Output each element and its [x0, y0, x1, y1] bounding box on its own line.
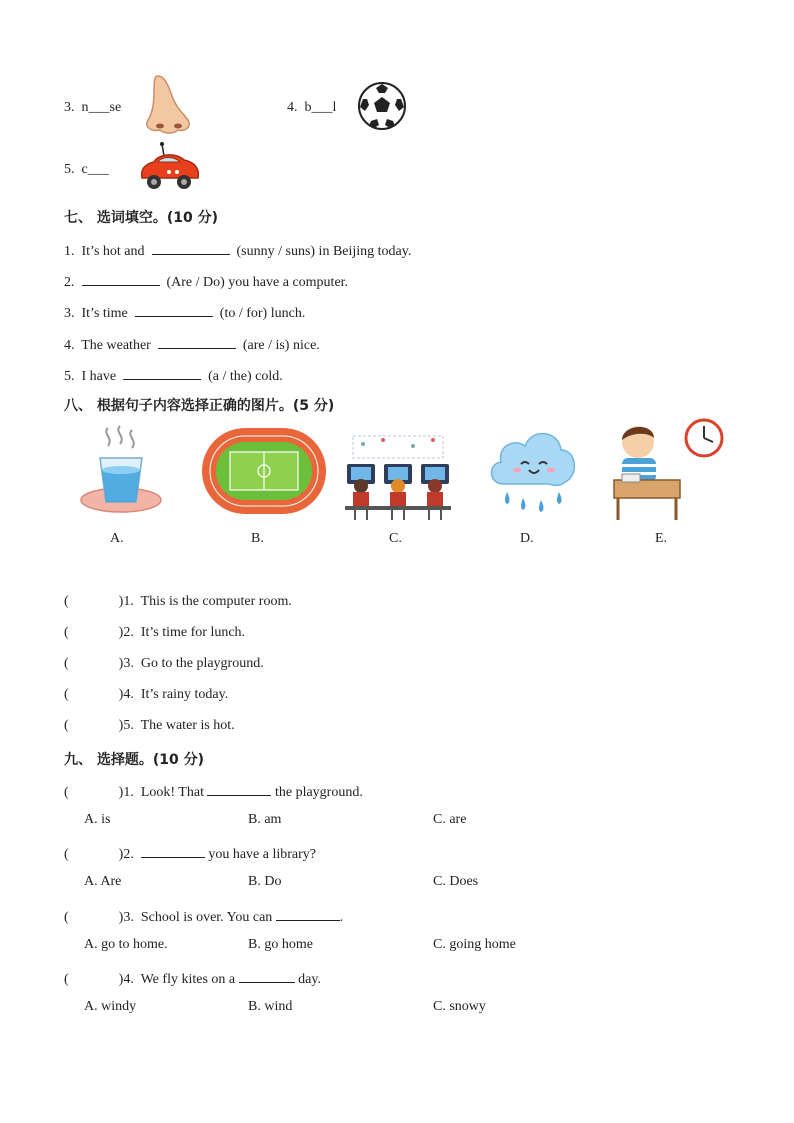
sentence-after: the playground.: [274, 785, 363, 800]
answer-blank[interactable]: [239, 968, 295, 983]
item-number: )3.: [118, 656, 134, 671]
sentence-after: (a / the) cold.: [208, 369, 283, 384]
answer-blank[interactable]: [276, 906, 340, 921]
fill-item-4: [64, 334, 320, 354]
answer-blank[interactable]: [123, 365, 201, 380]
sentence-before: The weather: [81, 338, 151, 353]
item-number: )2.: [118, 847, 134, 862]
item-number: )2.: [118, 625, 134, 640]
sentence-after: you have a library?: [208, 847, 317, 862]
item-number: )1.: [118, 785, 134, 800]
sentence: The water is hot.: [140, 718, 235, 733]
fill-item-5: [64, 365, 283, 385]
computer-room-icon: [343, 432, 453, 522]
sentence-after: day.: [298, 972, 321, 987]
sentence: It’s time for lunch.: [140, 625, 246, 640]
item-number: )3.: [118, 910, 134, 925]
picture-label-a: A.: [110, 531, 124, 546]
option-c[interactable]: C. going home: [433, 937, 516, 952]
match-item-5: [64, 718, 235, 734]
item-number: 2.: [64, 275, 75, 290]
item-number: )1.: [118, 594, 134, 609]
section7-heading: 七、 选词填空。(10 分): [64, 210, 219, 226]
sentence-before: It’s time: [81, 306, 128, 321]
choice-question-2: [64, 843, 316, 863]
match-item-3: [64, 656, 264, 672]
answer-paren-open[interactable]: (: [64, 687, 69, 702]
answer-paren-open[interactable]: (: [64, 656, 69, 671]
option-c[interactable]: C. snowy: [433, 999, 486, 1014]
answer-blank[interactable]: [158, 334, 236, 349]
option-c[interactable]: C. are: [433, 812, 467, 827]
sentence-after: (to / for) lunch.: [219, 306, 306, 321]
section9-heading: 九、 选择题。(10 分): [64, 752, 205, 768]
answer-paren-open[interactable]: (: [64, 785, 69, 800]
option-c[interactable]: C. Does: [433, 874, 479, 889]
fill-item-1: [64, 240, 411, 260]
sentence-after: (are / is) nice.: [242, 338, 320, 353]
sentence-before: I have: [81, 369, 117, 384]
spell-item-3: [64, 100, 121, 116]
sentence-before: School is over. You can: [140, 910, 273, 925]
spell-item-5: [64, 162, 109, 178]
option-a[interactable]: A. is: [84, 812, 111, 827]
sentence-before: Look! That: [140, 785, 204, 800]
spell-word: b___l: [304, 100, 337, 115]
item-number: 3.: [64, 100, 75, 115]
sentence-after: (Are / Do) you have a computer.: [166, 275, 349, 290]
boy-eating-lunch-icon: [608, 418, 728, 524]
picture-label-d: D.: [520, 531, 534, 546]
picture-label-e: E.: [655, 531, 668, 546]
sentence: This is the computer room.: [140, 594, 292, 609]
football-image: [357, 81, 407, 131]
item-number: 5.: [64, 369, 75, 384]
answer-paren-open[interactable]: (: [64, 972, 69, 987]
nose-image: [140, 74, 196, 136]
option-b[interactable]: B. wind: [248, 999, 293, 1014]
item-number: 5.: [64, 162, 75, 177]
option-b[interactable]: B. am: [248, 812, 282, 827]
section8-heading: 八、 根据句子内容选择正确的图片。(5 分): [64, 398, 335, 414]
answer-paren-open[interactable]: (: [64, 625, 69, 640]
answer-blank[interactable]: [152, 240, 230, 255]
playground-icon: [200, 426, 328, 516]
picture-label-c: C.: [389, 531, 402, 546]
item-number: 3.: [64, 306, 75, 321]
spell-item-4: [287, 100, 336, 116]
option-a[interactable]: A. windy: [84, 999, 137, 1014]
answer-paren-open[interactable]: (: [64, 594, 69, 609]
sentence: It’s rainy today.: [140, 687, 229, 702]
item-number: )5.: [118, 718, 134, 733]
answer-blank[interactable]: [207, 781, 271, 796]
answer-blank[interactable]: [135, 302, 213, 317]
answer-paren-open[interactable]: (: [64, 718, 69, 733]
choice-question-1: [64, 781, 363, 801]
rain-cloud-icon: [485, 420, 581, 520]
spell-word: c___: [81, 162, 109, 177]
hot-water-cup-icon: [78, 424, 164, 516]
car-image: [136, 142, 202, 196]
answer-paren-open[interactable]: (: [64, 910, 69, 925]
match-item-4: [64, 687, 228, 703]
match-item-1: [64, 594, 292, 610]
sentence-before: It’s hot and: [81, 244, 145, 259]
sentence-after: .: [339, 910, 344, 925]
answer-blank[interactable]: [141, 843, 205, 858]
item-number: 4.: [287, 100, 298, 115]
sentence: Go to the playground.: [140, 656, 264, 671]
item-number: 4.: [64, 338, 75, 353]
answer-paren-open[interactable]: (: [64, 847, 69, 862]
match-item-2: [64, 625, 245, 641]
sentence-before: We fly kites on a: [140, 972, 236, 987]
fill-item-2: [64, 271, 348, 291]
option-a[interactable]: A. go to home.: [84, 937, 168, 952]
choice-question-4: [64, 968, 321, 988]
fill-item-3: [64, 302, 305, 322]
item-number: 1.: [64, 244, 75, 259]
item-number: )4.: [118, 972, 134, 987]
option-a[interactable]: A. Are: [84, 874, 122, 889]
option-b[interactable]: B. Do: [248, 874, 282, 889]
spell-word: n___se: [81, 100, 122, 115]
option-b[interactable]: B. go home: [248, 937, 313, 952]
choice-question-3: [64, 906, 343, 926]
item-number: )4.: [118, 687, 134, 702]
sentence-after: (sunny / suns) in Beijing today.: [236, 244, 412, 259]
picture-label-b: B.: [251, 531, 264, 546]
answer-blank[interactable]: [82, 271, 160, 286]
